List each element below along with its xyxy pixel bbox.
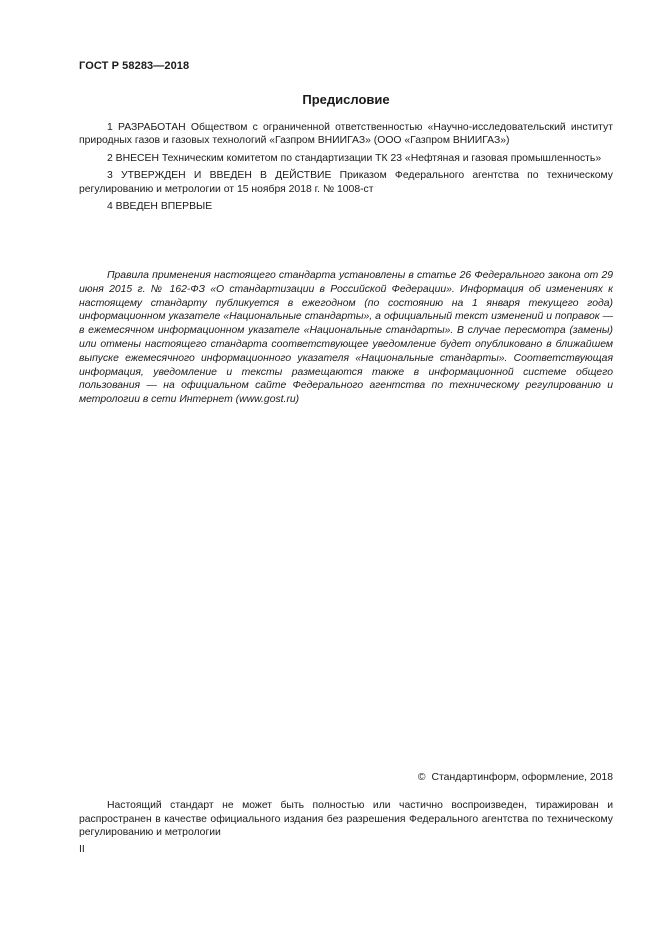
section-title: Предисловие [302, 92, 390, 107]
copyright-line [418, 772, 613, 783]
clause-developed: 1 РАЗРАБОТАН Обществом с ограниченной ответственностью «Научно-исследовательский институт природных газов и газовых технологий «Газпром ВНИИГАЗ» (ООО «Газпром ВНИИГАЗ») [79, 122, 613, 147]
clause-approved: 3 УТВЕРЖДЕН И ВВЕДЕН В ДЕЙСТВИЕ Приказом Федерального агентства по техническому регулированию и метрологии от 15 ноября 2018 г. № 1008-ст [79, 170, 613, 195]
foreword-clauses [79, 121, 613, 217]
page-number: II [79, 844, 85, 855]
reproduction-notice: Настоящий стандарт не может быть полностью или частично воспроизведен, тиражирован и распространен в качестве официального издания без разрешения Федерального агентства по техническому регулированию и метрологии [79, 800, 613, 839]
document-code: ГОСТ Р 58283—2018 [79, 60, 190, 72]
copyright-symbol: © [417, 772, 426, 783]
clause-first-introduced: 4 ВВЕДЕН ВПЕРВЫЕ [107, 201, 213, 213]
application-rules-notice: Правила применения настоящего стандарта установлены в статье 26 Федерального закона от 29 июня 2015 г. № 162-ФЗ «О стандартизации в Российской Федерации». Информация об изменениях к настоящему стандарту публикуется в ежегодном (по состоянию на 1 января текущего года) информационном указателе «Национальные стандарты», а официальный текст изменений и поправок — в ежемесячном информационном указателе «Национальные стандарты». В случае пересмотра (замены) или отмены настоящего стандарта соответствующее уведомление будет опубликовано в ближайшем выпуске ежемесячного информационного указателя «Национальные стандарты». Соответствующая информация, уведомление и тексты размещаются также в информационной системе общего пользования — на официальном сайте Федерального агентства по техническому регулированию и метрологии в сети Интернет (www.gost.ru) [79, 270, 613, 406]
clause-introduced: 2 ВНЕСЕН Техническим комитетом по стандартизации ТК 23 «Нефтяная и газовая промышленность» [107, 152, 602, 164]
copyright-text: Стандартинформ, оформление, 2018 [431, 772, 613, 783]
